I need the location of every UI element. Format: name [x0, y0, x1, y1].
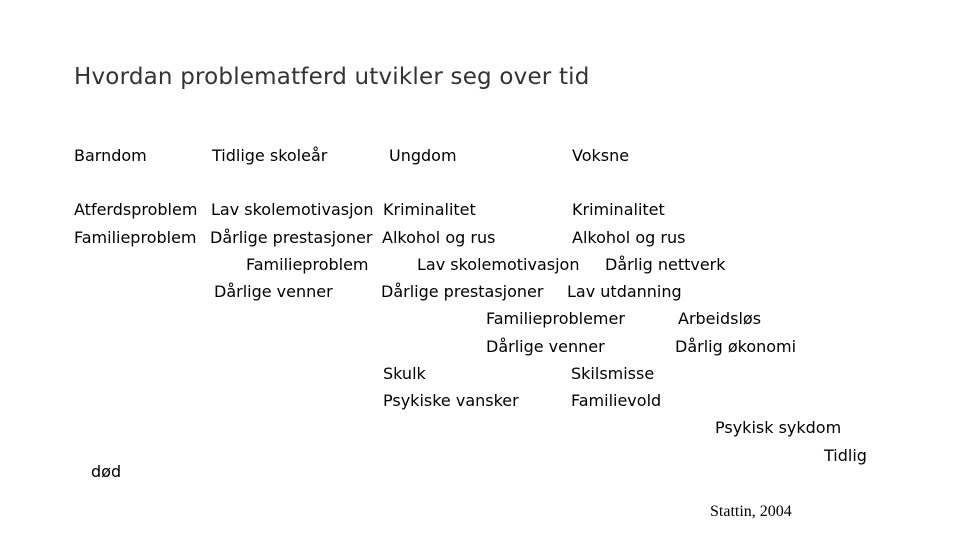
tidlige-skolear-item: Familieproblem [246, 255, 369, 274]
voksne-item: Skilsmisse [571, 364, 655, 383]
tidlige-skolear-item: Dårlige venner [214, 282, 333, 301]
ungdom-item: Dårlige prestasjoner [381, 282, 544, 301]
tidlige-skolear-item: Lav skolemotivasjon [211, 200, 374, 219]
ungdom-item: Familieproblemer [486, 309, 625, 328]
voksne-item: Tidlig [824, 446, 867, 465]
voksne-item: Dårlig økonomi [675, 337, 797, 356]
header-voksne: Voksne [572, 146, 630, 165]
barndom-item: Atferdsproblem [74, 200, 198, 219]
slide-title: Hvordan problematferd utvikler seg over tid [74, 64, 590, 90]
voksne-item: Psykisk sykdom [715, 418, 842, 437]
voksne-item: død [91, 462, 122, 481]
header-tidlige-skolear: Tidlige skoleår [212, 146, 328, 165]
ungdom-item: Alkohol og rus [382, 228, 496, 247]
voksne-item: Arbeidsløs [678, 309, 762, 328]
header-ungdom: Ungdom [389, 146, 457, 165]
voksne-item: Dårlig nettverk [605, 255, 726, 274]
tidlige-skolear-item: Dårlige prestasjoner [210, 228, 373, 247]
ungdom-item: Skulk [383, 364, 426, 383]
barndom-item: Familieproblem [74, 228, 197, 247]
voksne-item: Kriminalitet [572, 200, 665, 219]
voksne-item: Familievold [571, 391, 662, 410]
header-barndom: Barndom [74, 146, 147, 165]
voksne-item: Alkohol og rus [572, 228, 686, 247]
voksne-item: Lav utdanning [567, 282, 682, 301]
ungdom-item: Lav skolemotivasjon [417, 255, 580, 274]
citation: Stattin, 2004 [710, 503, 792, 520]
ungdom-item: Dårlige venner [486, 337, 605, 356]
ungdom-item: Psykiske vansker [383, 391, 519, 410]
ungdom-item: Kriminalitet [383, 200, 476, 219]
